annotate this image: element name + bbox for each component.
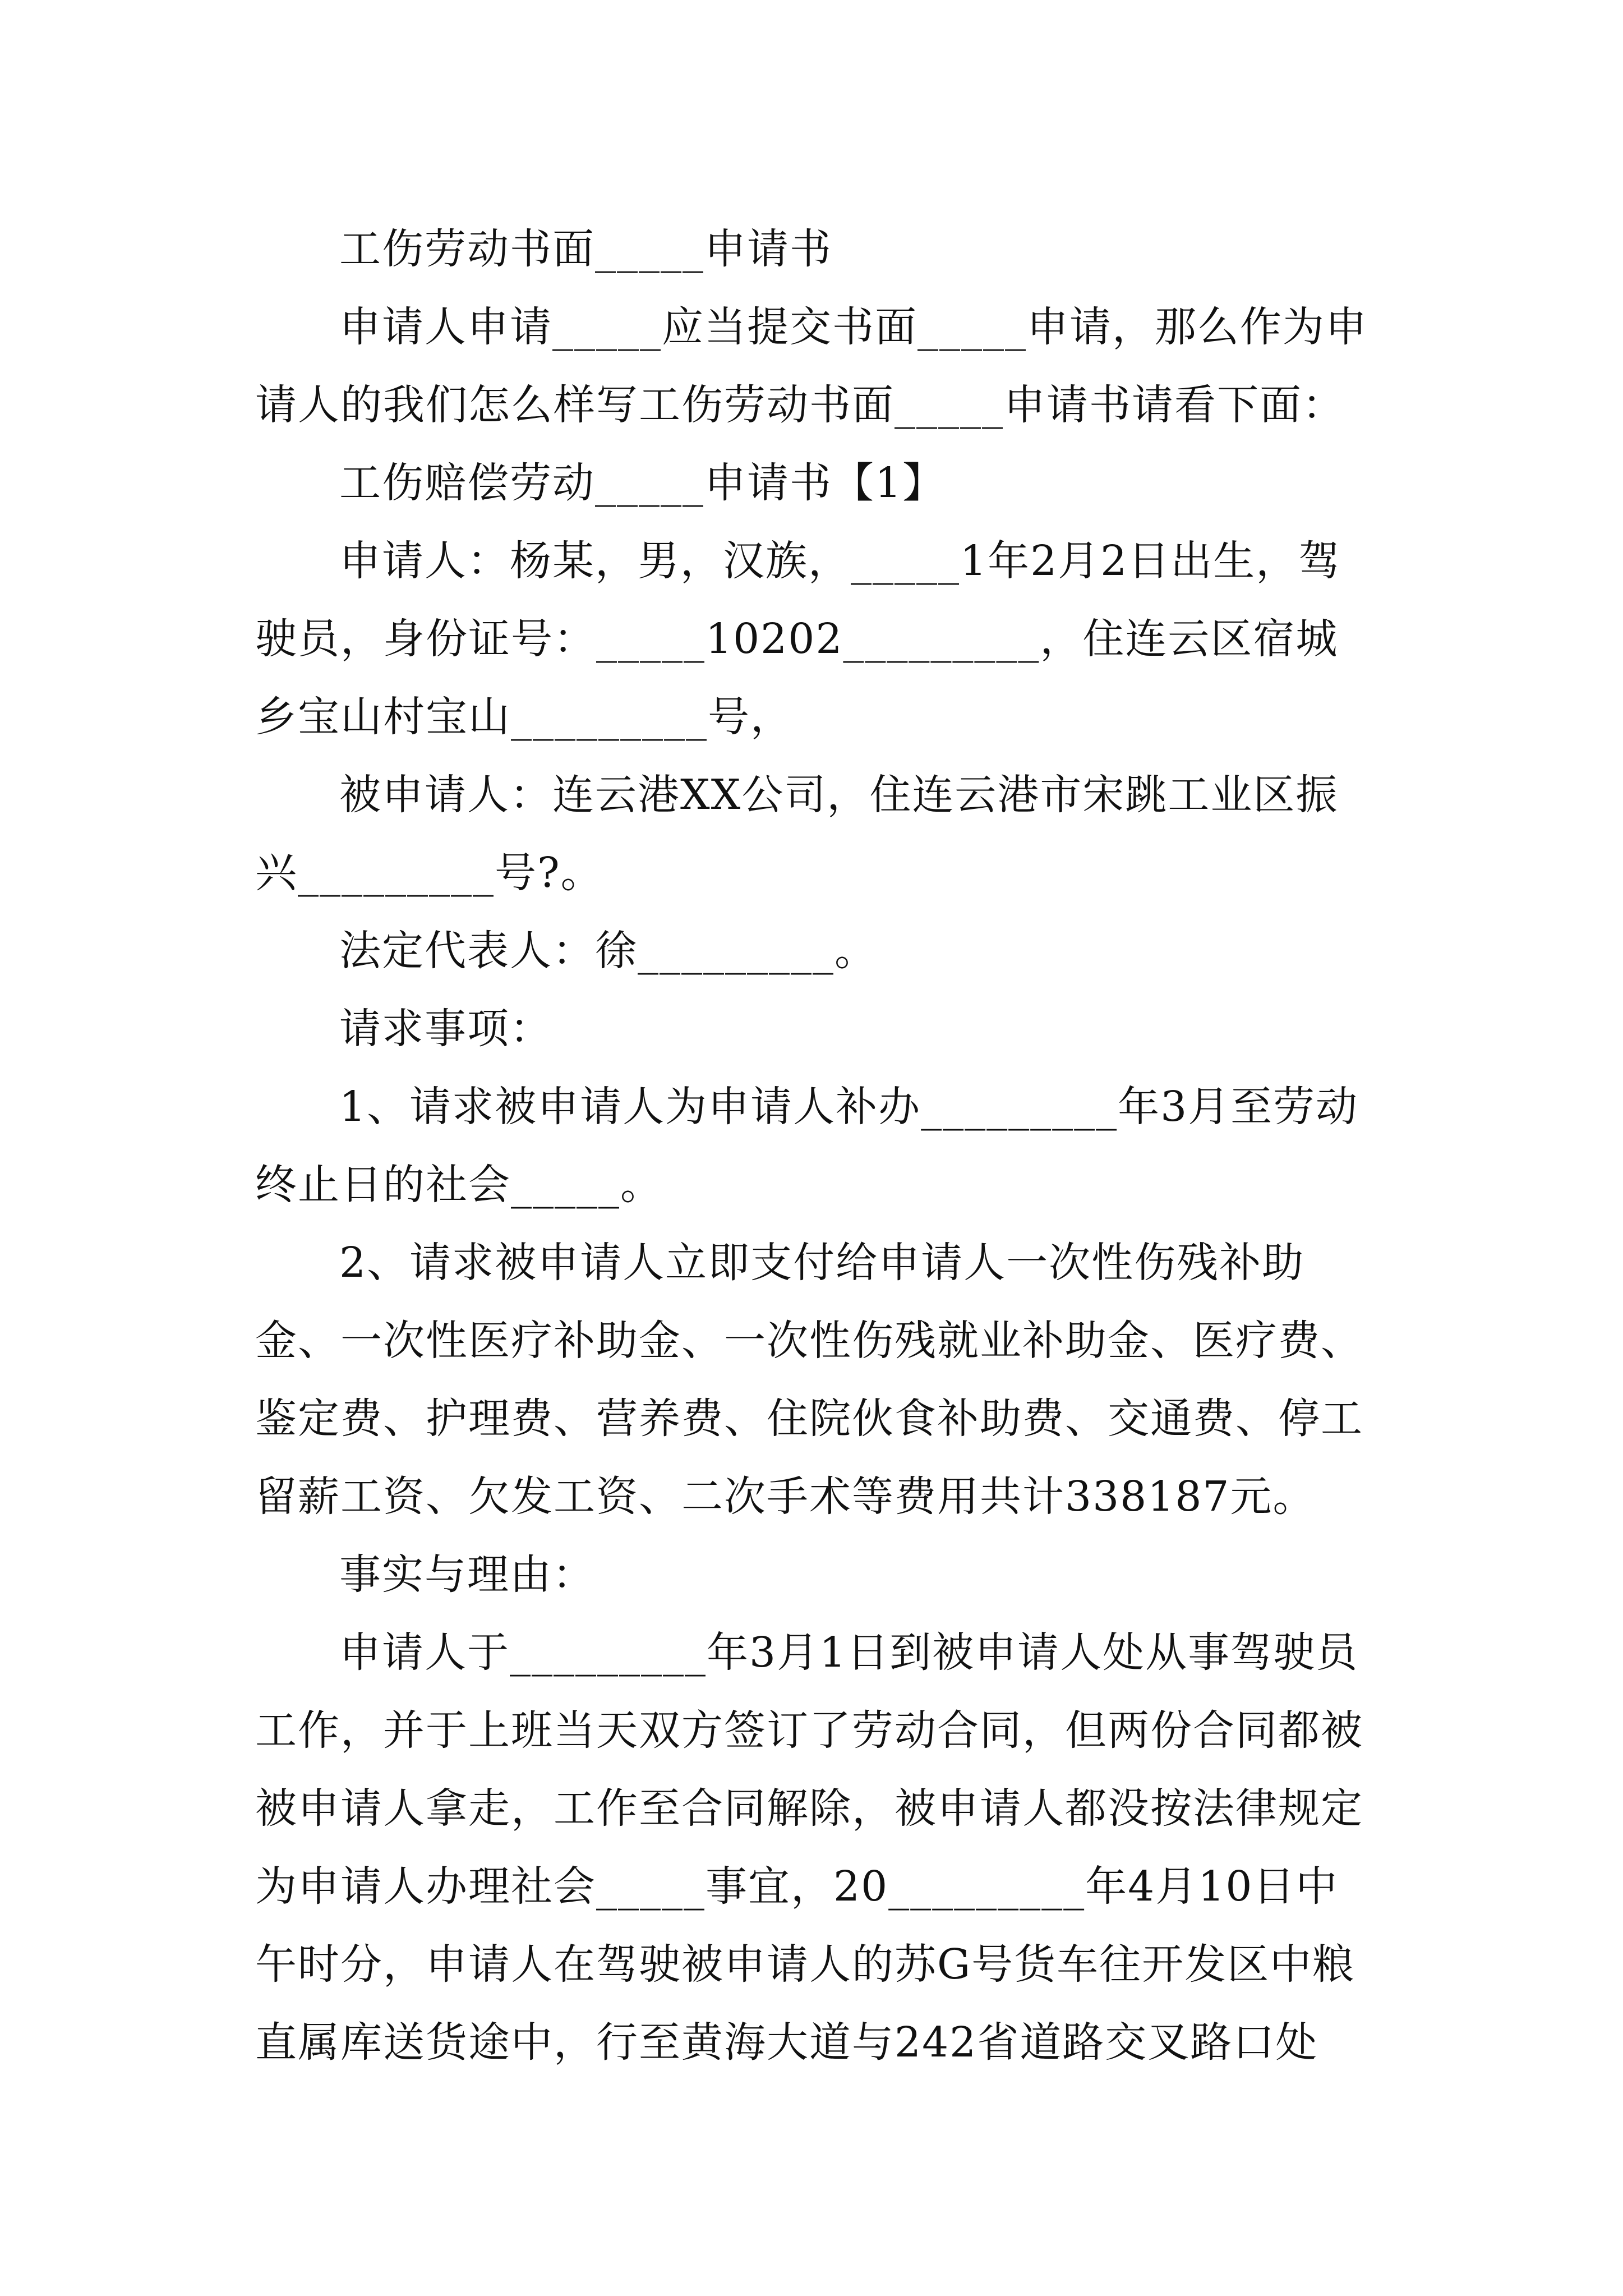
claims-heading: 请求事项： xyxy=(339,1005,552,1053)
intro-paragraph: 申请人申请_____应当提交书面_____申请，那么作为申请人的我们怎么样写工伤劳动书面_____申请书请看下面： xyxy=(255,303,1368,429)
legal-representative-paragraph: 法定代表人：徐_________。 xyxy=(339,927,877,975)
respondent-paragraph: 被申请人：连云港XX公司，住连云港市宋跳工业区振兴_________号?。 xyxy=(255,771,1339,897)
document-title: 工伤劳动书面_____申请书 xyxy=(339,225,832,273)
facts-paragraph: 申请人于_________年3月1日到被申请人处从事驾驶员工作，并于上班当天双方签订了劳动合同，但两份合同都被被申请人拿走，工作至合同解除，被申请人都没按法律规定为申请人办理社会_____事宜，20_________年4月10日中午时分，申请人在驾驶被申请人的苏G号货车往开发区中粮直属库送货途中，行至黄海大道与242省道路交叉路口处 xyxy=(255,1628,1363,2067)
claim-item-1: 1、请求被申请人为申请人补办_________年3月至劳动终止日的社会_____。 xyxy=(255,1083,1359,1209)
document-body xyxy=(255,210,1376,2082)
claim-item-2: 2、请求被申请人立即支付给申请人一次性伤残补助金、一次性医疗补助金、一次性伤残就业补助金、医疗费、鉴定费、护理费、营养费、住院伙食补助费、交通费、停工留薪工资、欠发工资、二次手术等费用共计338187元。 xyxy=(255,1239,1363,1521)
applicant-paragraph: 申请人：杨某，男，汉族，_____1年2月2日出生，驾驶员，身份证号：_____10202_________，住连云区宿城乡宝山村宝山_________号， xyxy=(255,537,1341,741)
facts-heading: 事实与理由： xyxy=(339,1550,595,1599)
section-heading: 工伤赔偿劳动_____申请书【1】 xyxy=(339,459,946,507)
